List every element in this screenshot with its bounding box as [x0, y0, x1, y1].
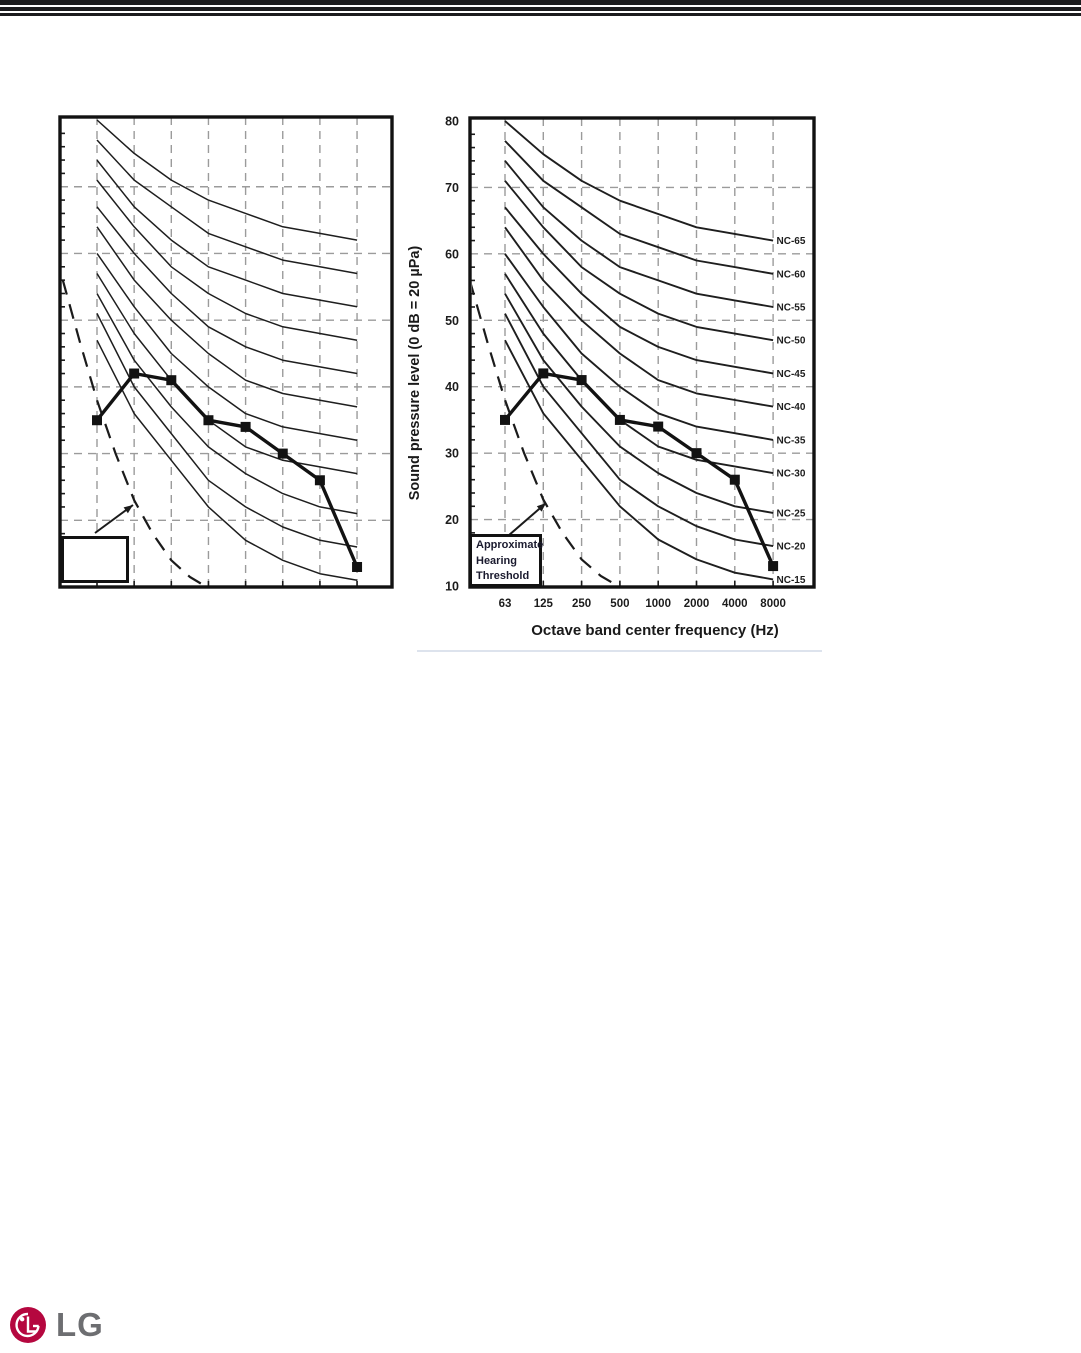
- measured-spl-line: [505, 373, 773, 566]
- y-tick-label: 40: [445, 380, 459, 395]
- data-point-marker: [615, 415, 625, 425]
- nc-curve-nc-65: [505, 121, 773, 241]
- y-tick-label: 50: [445, 313, 459, 328]
- x-tick-label: 63: [498, 598, 512, 610]
- y-axis-title: Sound pressure level (0 dB = 20 µPa): [407, 245, 423, 501]
- y-tick-label: 80: [445, 114, 459, 129]
- data-point-marker: [653, 422, 663, 432]
- nc-curve-label: NC-30: [776, 468, 806, 480]
- lg-logo: [9, 1306, 104, 1344]
- plot-border: [470, 118, 814, 587]
- y-tick-label: 20: [445, 513, 459, 528]
- nc-curve-nc-65: [97, 120, 357, 240]
- plot-border: [60, 117, 392, 587]
- x-tick-label: 8000: [760, 598, 786, 610]
- nc-curve-nc-50: [97, 180, 357, 340]
- y-tick-label: 70: [445, 180, 459, 195]
- x-tick-label: 125: [533, 598, 553, 610]
- nc-chart-left: [60, 117, 392, 590]
- data-point-marker: [203, 415, 213, 425]
- nc-curve-label: NC-15: [776, 574, 806, 586]
- data-point-marker: [500, 415, 510, 425]
- data-point-marker: [692, 448, 702, 458]
- data-point-marker: [768, 561, 778, 571]
- nc-curve-label: NC-20: [776, 541, 806, 553]
- nc-curve-label: NC-60: [776, 269, 806, 281]
- x-tick-label: 1000: [645, 598, 671, 610]
- nc-curve-nc-45: [505, 207, 773, 373]
- y-tick-label: 10: [445, 579, 459, 594]
- hearing-threshold-callout-box: [469, 534, 542, 587]
- data-point-marker: [92, 415, 102, 425]
- data-point-marker: [352, 562, 362, 572]
- nc-curve-nc-45: [97, 207, 357, 374]
- measured-spl-line: [97, 374, 357, 568]
- section-divider-line: [417, 650, 822, 652]
- hearing-threshold-callout-box-blank: [61, 536, 129, 583]
- data-point-marker: [129, 369, 139, 379]
- data-point-marker: [278, 449, 288, 459]
- y-tick-label: 30: [445, 446, 459, 461]
- x-axis-title: Octave band center frequency (Hz): [531, 622, 779, 639]
- threshold-label-line-1: Approximate: [476, 539, 544, 551]
- x-tick-label: 4000: [722, 598, 748, 610]
- x-tick-label: 250: [572, 598, 592, 610]
- lg-logo-symbol: [9, 1306, 47, 1344]
- data-point-marker: [241, 422, 251, 432]
- data-point-marker: [315, 475, 325, 485]
- x-tick-label: 500: [610, 598, 630, 610]
- lg-logo-text: LG: [56, 1306, 104, 1343]
- data-point-marker: [538, 368, 548, 378]
- threshold-label-line-3: Threshold: [476, 570, 530, 582]
- nc-curve-label: NC-65: [776, 236, 806, 248]
- y-tick-label: 60: [445, 247, 459, 262]
- nc-curve-label: NC-25: [776, 508, 806, 520]
- data-point-marker: [730, 475, 740, 485]
- x-tick-label: 2000: [683, 598, 710, 610]
- data-point-marker: [166, 375, 176, 385]
- data-point-marker: [577, 375, 587, 385]
- nc-curve-label: NC-40: [776, 402, 806, 414]
- nc-curve-label: NC-55: [776, 302, 806, 314]
- nc-curve-nc-20: [97, 314, 357, 548]
- threshold-label-line-2: Hearing: [476, 554, 517, 567]
- nc-curve-nc-20: [505, 314, 773, 546]
- nc-curve-label: NC-50: [776, 335, 806, 347]
- nc-curve-nc-50: [505, 181, 773, 340]
- nc-curve-label: NC-45: [776, 368, 806, 380]
- nc-curve-label: NC-35: [776, 435, 806, 447]
